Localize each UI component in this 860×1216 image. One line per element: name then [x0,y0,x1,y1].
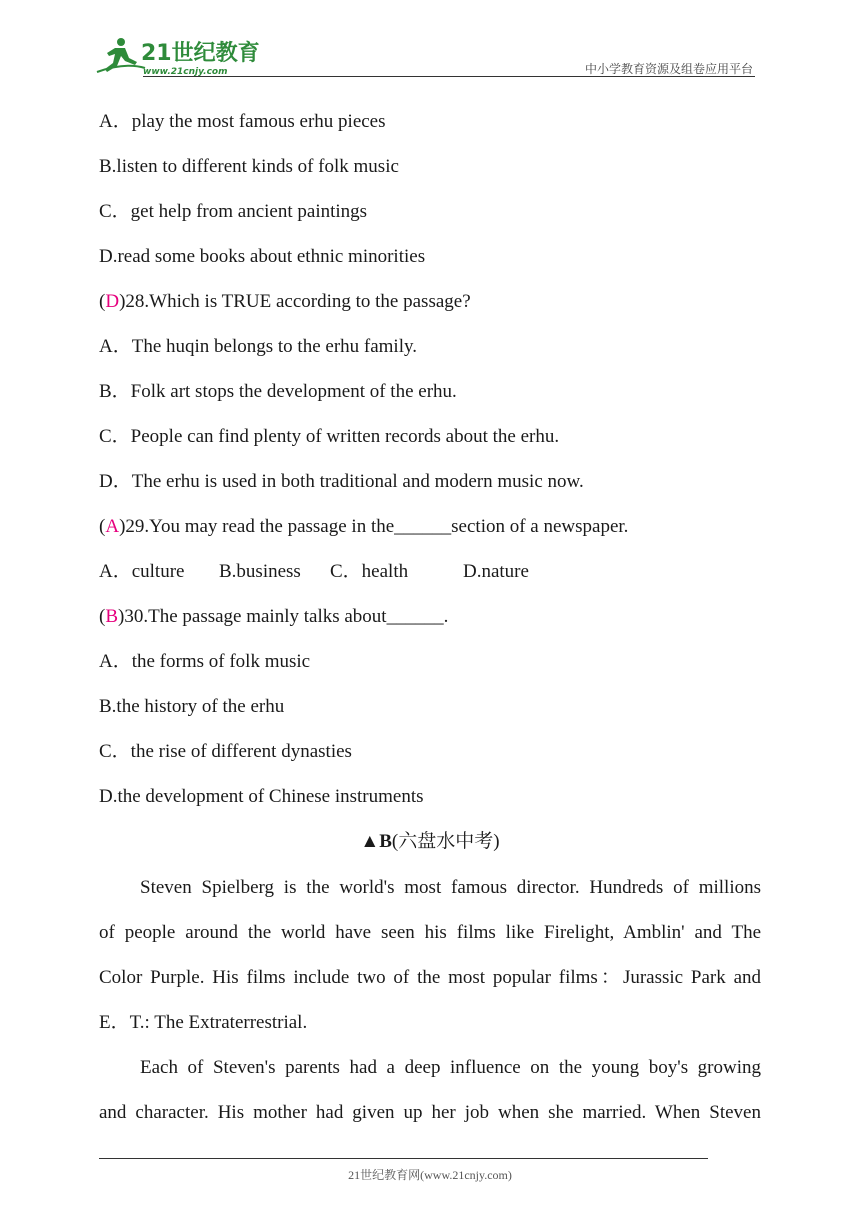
q27-option-d: D.read some books about ethnic minorities [99,246,426,267]
footer-divider [99,1158,708,1159]
header-platform-text: 中小学教育资源及组卷应用平台 [584,62,753,76]
q30-answer: B [105,606,119,627]
passage-p1-line-2: of people around the world have seen his films like Firelight, Amblin' and The [99,922,761,943]
passage-p1-line-4: E．T.: The Extraterrestrial. [99,1012,308,1033]
q28-answer: D [105,291,120,312]
q30-option-b: B.the history of the erhu [99,696,285,717]
q30-option-a: A．the forms of folk music [99,651,311,672]
page-header [95,30,755,78]
q29-answer: A [105,516,120,537]
q30-option-d: D.the development of Chinese instruments [99,786,424,807]
q27-option-c: C．get help from ancient paintings [99,201,368,222]
q29-option-d: D.nature [463,561,529,582]
q29-option-a: A．culture [99,561,185,582]
passage-p1-line-3: Color Purple. His films include two of the most popular films：Jurassic Park and [99,967,761,988]
q30-stem: (B)30.The passage mainly talks about______. [99,606,449,627]
svg-text:21世纪教育: 21世纪教育 [141,41,260,66]
q28-option-c: C．People can find plenty of written records about the erhu. [99,426,560,447]
q30-option-c: C．the rise of different dynasties [99,741,352,762]
q29-stem: (A)29.You may read the passage in the______section of a newspaper. [99,516,629,537]
q28-option-d: D．The erhu is used in both traditional and modern music now. [99,471,584,492]
q27-option-b: B.listen to different kinds of folk music [99,156,399,177]
q29-options [99,560,529,584]
q29-option-c: C．health [330,561,409,582]
passage-p2-line-1: Each of Steven's parents had a deep influence on the young boy's growing [140,1057,761,1078]
header-divider [143,76,755,77]
q27-option-a: A．play the most famous erhu pieces [99,111,386,132]
q28-option-a: A．The huqin belongs to the erhu family. [99,336,418,357]
passage-p2-line-2: and character. His mother had given up her job when she married. When Steven [99,1102,761,1123]
section-title: ▲B(六盘水中考) [360,831,500,852]
q28-stem: (D)28.Which is TRUE according to the passage? [99,291,471,312]
site-logo [95,34,265,76]
q28-option-b: B．Folk art stops the development of the erhu. [99,381,457,402]
page-footer: 21世纪教育网(www.21cnjy.com) [348,1168,512,1182]
passage-p1-line-1: Steven Spielberg is the world's most famous director. Hundreds of millions [140,877,761,898]
svg-text:www.21cnjy.com: www.21cnjy.com [143,67,228,76]
q29-option-b: B.business [219,561,301,582]
